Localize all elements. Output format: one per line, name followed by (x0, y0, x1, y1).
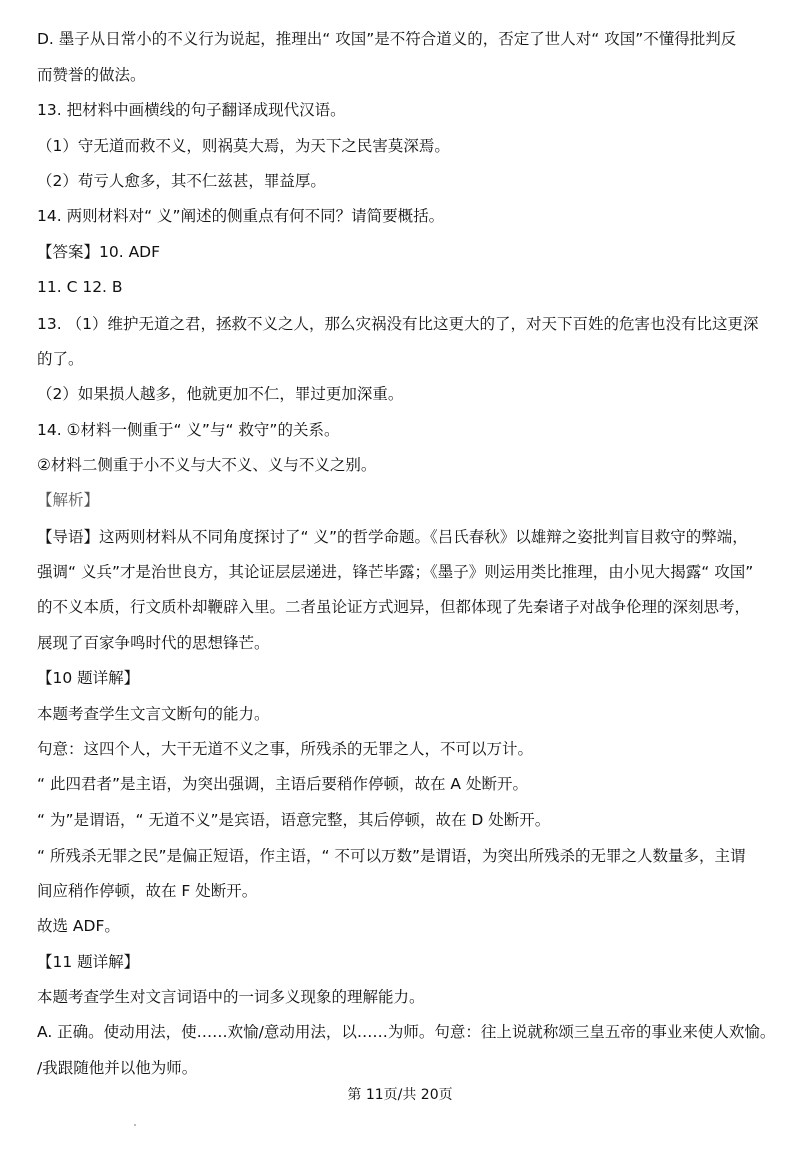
detail-11-intro: 本题考查学生对文言词语中的一词多义现象的理解能力。 (37, 988, 425, 1006)
detail-10-point-d: “ 为”是谓语，“ 无道不义”是宾语，语意完整，其后停顿，故在 D 处断开。 (37, 811, 551, 829)
page-footer: 第 11页/共 20页 (347, 1087, 453, 1103)
option-d-line-1: D. 墨子从日常小的不义行为说起，推理出“ 攻国”是不符合道义的，否定了世人对“ 攻国”不懂得批判反 (37, 30, 737, 48)
answer-13-part-1-line-1: 13. （1）维护无道之君，拯救不义之人，那么灾祸没有比这更大的了，对天下百姓的危害也没有比这更深 (37, 315, 759, 333)
answer-14-point-2: ②材料二侧重于小不义与大不义、义与不义之别。 (37, 456, 377, 474)
intro-line-3: 的不义本质，行文质朴却鞭辟入里。二者虽论证方式迥异，但都体现了先秦诸子对战争伦理的深刻思考， (37, 598, 751, 616)
detail-10-intro: 本题考查学生文言文断句的能力。 (37, 705, 270, 723)
intro-line-1: 【导语】这两则材料从不同角度探讨了“ 义”的哲学命题。《吕氏春秋》以雄辩之姿批判盲目救守的弊端， (37, 528, 748, 546)
question-13-part-2: （2）苟亏人愈多，其不仁兹甚，罪益厚。 (37, 172, 326, 190)
detail-10-conclusion: 故选 ADF。 (37, 917, 120, 935)
detail-10-point-f-line-1: “ 所残杀无罪之民”是偏正短语，作主语，“ 不可以万数”是谓语，为突出所残杀的无罪之人数量多，主谓 (37, 847, 746, 865)
detail-10-meaning: 句意：这四个人，大干无道不义之事，所残杀的无罪之人，不可以万计。 (37, 740, 534, 758)
question-13: 13. 把材料中画横线的句子翻译成现代汉语。 (37, 101, 346, 119)
intro-line-4: 展现了百家争鸣时代的思想锋芒。 (37, 634, 270, 652)
answer-11-12: 11. C 12. B (37, 278, 123, 296)
intro-line-2: 强调“ 义兵”才是治世良方，其论证层层递进，锋芒毕露；《墨子》则运用类比推理，由小见大揭露“ 攻国” (37, 563, 754, 581)
detail-10-heading: 【10 题详解】 (37, 669, 140, 687)
detail-11-option-a-line-2: /我跟随他并以他为师。 (37, 1059, 198, 1077)
detail-11-heading: 【11 题详解】 (37, 953, 140, 971)
answer-13-part-1-line-2: 的了。 (37, 350, 84, 368)
option-d-line-2: 而赞誉的做法。 (37, 66, 146, 84)
detail-11-option-a-line-1: A. 正确。使动用法，使……欢愉/意动用法，以……为师。句意：往上说就称颂三皇五帝的事业来使人欢愉。 (37, 1023, 776, 1041)
detail-10-point-a: “ 此四君者”是主语，为突出强调，主语后要稍作停顿，故在 A 处断开。 (37, 775, 528, 793)
question-14: 14. 两则材料对“ 义”阐述的侧重点有何不同？请简要概括。 (37, 207, 445, 225)
analysis-heading: 【解析】 (37, 491, 100, 509)
answer-heading: 【答案】10. ADF (37, 243, 161, 261)
answer-13-part-2: （2）如果损人越多，他就更加不仁，罪过更加深重。 (37, 385, 404, 403)
scan-speck (134, 1124, 136, 1126)
detail-10-point-f-line-2: 间应稍作停顿，故在 F 处断开。 (37, 882, 258, 900)
question-13-part-1: （1）守无道而救不义，则祸莫大焉，为天下之民害莫深焉。 (37, 137, 450, 155)
answer-14-point-1: 14. ①材料一侧重于“ 义”与“ 救守”的关系。 (37, 421, 340, 439)
